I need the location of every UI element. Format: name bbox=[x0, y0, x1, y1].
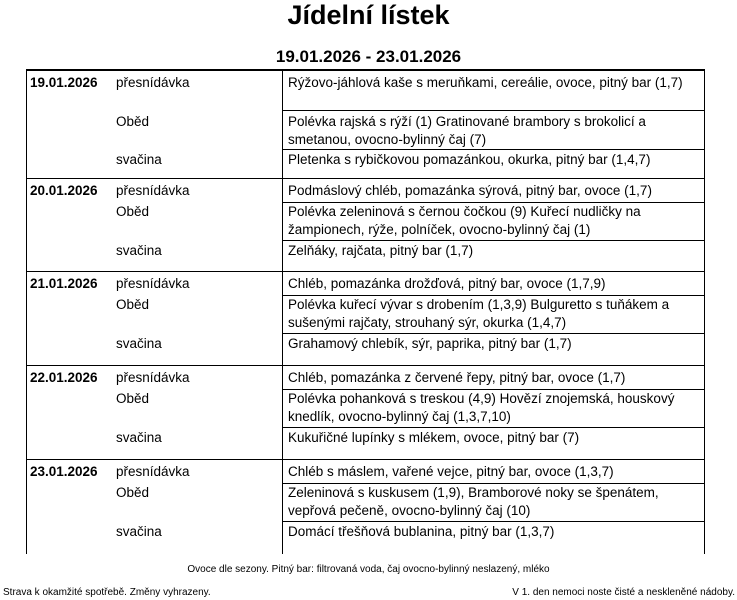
meal-description: Chléb s máslem, vařené vejce, pitný bar, ovoce (1,3,7) bbox=[288, 464, 614, 479]
meal-name: svačina bbox=[116, 524, 162, 539]
meal-name: Oběd bbox=[116, 391, 150, 406]
meal-name: svačina bbox=[116, 336, 162, 351]
meal-divider bbox=[283, 240, 704, 241]
meal-name: přesnídávka bbox=[116, 75, 190, 90]
meal-description: Rýžovo-jáhlová kaše s meruňkami, cereálie, ovoce, pitný bar (1,7) bbox=[288, 75, 683, 90]
day-date: 22.01.2026 bbox=[30, 370, 98, 385]
meal-description: Zeleninová s kuskusem (1,9), Bramborové noky se špenátem, vepřová pečeně, ovocno-bylinný čaj (10) bbox=[288, 485, 659, 518]
day-block bbox=[27, 365, 704, 459]
footer-note: Ovoce dle sezony. Pitný bar: filtrovaná voda, čaj ovocno-bylinný neslazený, mléko bbox=[187, 564, 550, 575]
meal-description: Pletenka s rybičkovou pomazánkou, okurka, pitný bar (1,4,7) bbox=[288, 152, 651, 167]
meal-name: svačina bbox=[116, 243, 162, 258]
day-date: 21.01.2026 bbox=[30, 276, 98, 291]
meal-description: Polévka zeleninová s černou čočkou (9) Kuřecí nudličky na žampionech, rýže, polníček, ovocno-bylinný čaj (1) bbox=[288, 204, 641, 237]
day-block bbox=[27, 178, 704, 272]
meal-description: Grahamový chlebík, sýr, paprika, pitný bar (1,7) bbox=[288, 336, 572, 351]
meal-divider bbox=[283, 521, 704, 522]
meal-name: Oběd bbox=[116, 204, 150, 219]
day-block bbox=[27, 271, 704, 365]
meal-description: Polévka kuřecí vývar s drobením (1,3,9) Bulguretto s tuňákem a sušenými rajčaty, strouhaný sýr, okurka (1,4,7) bbox=[288, 297, 670, 330]
day-date: 19.01.2026 bbox=[30, 75, 98, 90]
meal-divider bbox=[283, 427, 704, 428]
meal-divider bbox=[283, 333, 704, 334]
meal-description: Chléb, pomazánka drožďová, pitný bar, ovoce (1,7,9) bbox=[288, 276, 606, 291]
meal-description: Zelňáky, rajčata, pitný bar (1,7) bbox=[288, 243, 474, 258]
meal-name: přesnídávka bbox=[116, 276, 190, 291]
meal-name: Oběd bbox=[116, 114, 150, 129]
meal-name: svačina bbox=[116, 430, 162, 445]
day-divider bbox=[27, 459, 704, 460]
meal-description: Chléb, pomazánka z červené řepy, pitný bar, ovoce (1,7) bbox=[288, 370, 626, 385]
day-block bbox=[27, 70, 704, 167]
meal-name: Oběd bbox=[116, 485, 150, 500]
meal-description: Kukuřičné lupínky s mlékem, ovoce, pitný bar (7) bbox=[288, 430, 580, 445]
meal-name: přesnídávka bbox=[116, 183, 190, 198]
footer-left-note: Strava k okamžité spotřebě. Změny vyhrazeny. bbox=[3, 587, 211, 598]
page-title: Jídelní lístek bbox=[287, 0, 450, 30]
meal-divider bbox=[283, 110, 704, 111]
meal-name: Oběd bbox=[116, 297, 150, 312]
day-divider bbox=[27, 365, 704, 366]
meal-name: svačina bbox=[116, 152, 162, 167]
footer-right-note: V 1. den nemoci noste čisté a neskleněné nádoby. bbox=[512, 587, 735, 598]
meal-description: Polévka pohanková s treskou (4,9) Hovězí znojemská, houskový knedlík, ovocno-bylinný čaj (1,3,7,10) bbox=[288, 391, 675, 424]
day-divider bbox=[27, 70, 704, 71]
meal-divider bbox=[283, 149, 704, 150]
day-divider bbox=[27, 178, 704, 179]
meal-name: přesnídávka bbox=[116, 370, 190, 385]
day-block bbox=[27, 459, 704, 553]
meal-description: Polévka rajská s rýží (1) Gratinované brambory s brokolicí a smetanou, ovocno-bylinný čaj (7) bbox=[288, 114, 646, 147]
meal-name: přesnídávka bbox=[116, 464, 190, 479]
date-range: 19.01.2026 - 23.01.2026 bbox=[275, 47, 462, 66]
meal-description: Domácí třešňová bublanina, pitný bar (1,3,7) bbox=[288, 524, 555, 539]
day-divider bbox=[27, 271, 704, 272]
meal-description: Podmáslový chléb, pomazánka sýrová, pitný bar, ovoce (1,7) bbox=[288, 183, 652, 198]
day-date: 23.01.2026 bbox=[30, 464, 98, 479]
menu-table bbox=[26, 69, 705, 554]
day-date: 20.01.2026 bbox=[30, 183, 98, 198]
